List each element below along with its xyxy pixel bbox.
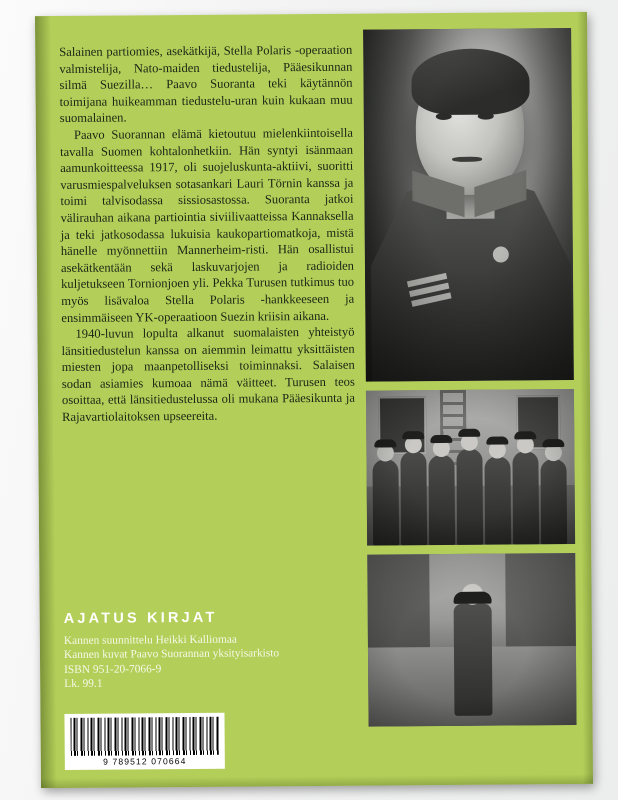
barcode-number: 9 789512 070664 <box>103 756 187 767</box>
classification-code: Lk. 99.1 <box>64 678 103 691</box>
credit-cover-photos: Kannen kuvat Paavo Suorannan yksityisarkisto <box>63 647 280 662</box>
isbn: ISBN 951-20-7066-9 <box>64 663 162 676</box>
blurb-paragraph-3: 1940-luvun lopulta alkanut suomalaisten yhteistyö länsitiedustelun kanssa on aiemmin leimattu yksittäisten miesten jopa maanpetolliseksi toiminnaksi. Salaisen sodan asiamies kumoaa nämä väitteet. Turusen teos osoittaa, että länsitiedustelussa oli mukana Pääesikunta ja Rajavartiolaitoksen upseereita. <box>61 324 356 425</box>
publisher-block <box>64 608 365 692</box>
cover-credits <box>64 631 364 692</box>
book-cover <box>35 12 593 788</box>
photo1-vignette <box>363 28 574 382</box>
photo3-vignette <box>367 553 576 727</box>
back-cover-blurb <box>59 42 355 426</box>
blurb-paragraph-1: Salainen partiomies, asekätkijä, Stella Polaris -operaation valmistelija, Nato-maiden tiedustelija, Pääesikunnan silmä Suezilla… Paavo Suoranta teki käytännön toimijana huikeamman tiedustelu-uran kuin kukaan muu suomalainen. <box>59 42 353 126</box>
photo-soldier-walking-street <box>367 553 576 727</box>
blurb-paragraph-2: Paavo Suorannan elämä kietoutuu mielenkiintoisella tavalla Suomen kohtalonhetkiin. Hän syntyi isänmaan aamunkoitteessa 1917, oli suojeluskunta-aktiivi, suoritti varusmiespalveluksen sotasankari Lauri Törnin kanssa ja toimi talvisodassa sissiosastossa. Suoranta jatkoi välirauhan aikana partiointia siviilivaatteissa Kannaksella ja teki jatkosodassa lukuisia kaukopartiomatkoja, mistä hänelle myönnettiin Mannerheim-risti. Hän osallistui asekätkentään sekä laskuvarjojen ja radioiden kuljetukseen Tornionjoen yli. Pekka Turusen tutkimus tuo myös lisävaloa Stella Polaris -hankkeeseen ja ensimmäiseen YK-operaatioon Suezin kriisin aikana. <box>59 125 355 325</box>
barcode-bars <box>70 717 218 756</box>
photo2-vignette <box>366 389 575 546</box>
photo-group-of-officers <box>366 389 575 546</box>
cover-photo-column <box>363 28 576 727</box>
photo-portrait-young-soldier <box>363 28 574 382</box>
publisher-name: AJATUS KIRJAT <box>63 609 218 627</box>
barcode <box>64 713 224 770</box>
credit-cover-design: Kannen suunnittelu Heikki Kalliomaa <box>63 633 237 647</box>
